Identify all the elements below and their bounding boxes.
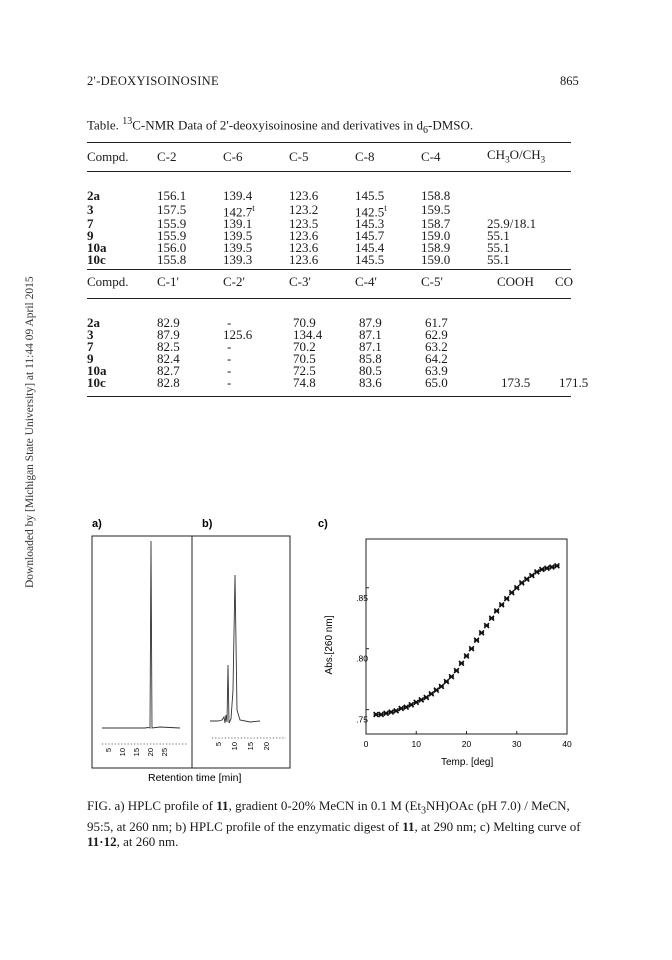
shift-value [501,317,559,329]
column-header: C-8 [355,149,375,165]
panel-b-label: b) [202,518,213,530]
shift-value: - [227,315,232,330]
retention-tick-label: 25 [160,748,169,757]
data-point [379,712,384,717]
page-number: 865 [560,74,579,88]
shift-value: 123.6 [289,240,319,256]
shift-value: 123.5 [289,216,319,232]
compound-id: 10c [87,252,106,268]
data-point [374,712,379,717]
shift-value: 142.5$^t$ [355,203,387,220]
data-point [514,585,519,590]
data-point [504,596,509,601]
data-point [449,674,454,679]
shift-value: 155.8 [157,252,187,268]
y-tick-label: .75 [356,714,368,725]
shift-value: 65.0 [425,375,448,390]
retention-tick-label: 10 [230,742,239,751]
data-point [469,646,474,651]
table1-row [87,190,571,202]
shift-value [501,353,559,365]
data-point [509,590,514,595]
y-tick-label: .85 [356,592,368,603]
shift-value: 83.6 [359,375,382,390]
retention-tick-label: 10 [118,748,127,757]
data-point [479,630,484,635]
data-point [464,654,469,659]
table-rule-mid [87,269,571,270]
shift-value: 25.9/18.1 [487,216,537,232]
data-point [499,602,504,607]
data-point [384,711,389,716]
shift-value: 155.9 [157,228,187,244]
shift-value: 145.5 [355,188,385,203]
retention-tick-label: 5 [104,748,113,753]
table1-header-row [87,147,571,168]
data-point [414,700,419,705]
shift-value: 123.6 [289,188,319,203]
plot-frame [366,539,567,734]
column-header: CO [555,274,574,289]
shift-value: 139.1 [223,216,253,232]
data-point [404,705,409,710]
table2-header-row [87,274,605,290]
retention-time-label: Retention time [min] [148,772,242,784]
shift-value: 82.8 [157,375,180,390]
hplc-a-ticks [104,748,169,756]
x-tick-label: 40 [562,739,572,749]
table-rule-top [87,142,571,143]
data-point [434,688,439,693]
table1-row [87,254,571,266]
shift-value [487,190,571,202]
shift-value [559,317,609,329]
shift-value: 70.5 [293,351,316,366]
x-tick-label: 30 [512,739,522,749]
shift-value: 142.7$^t$ [223,203,255,220]
shift-value: 139.5 [223,240,253,256]
shift-value [559,329,609,341]
data-point [439,684,444,689]
download-watermark: Downloaded by [Michigan State University] at 11:44 09 April 2015 [24,276,36,588]
shift-value: 156.0 [157,240,187,256]
data-point [539,567,544,572]
hplc-frame [92,536,290,768]
shift-value: 156.1 [157,188,187,203]
hplc-b-trace [210,575,260,723]
shift-value: - [227,363,232,378]
column-header: C-3' [289,274,311,289]
shift-value: 139.3 [223,252,253,268]
shift-value: 159.5 [421,202,451,218]
panel-c-label: c) [318,518,328,530]
shift-value: 61.7 [425,315,448,330]
data-point [399,706,404,711]
shift-value: 55.1 [487,228,510,244]
shift-value: 158.7 [421,216,451,232]
data-point [519,580,524,585]
shift-value: 64.2 [425,351,448,366]
shift-value: 139.5 [223,228,253,244]
shift-value: 62.9 [425,327,448,342]
melting-curve-chart [315,515,580,785]
shift-value: 125.6 [223,327,253,342]
shift-value [559,353,609,365]
column-header: $CH_3O/CH_3$ [487,147,546,165]
nmr-table-part2 [87,274,605,290]
retention-tick-label: 15 [246,742,255,751]
retention-tick-label: 5 [214,742,223,747]
x-axis-label: Temp. [deg] [441,757,494,768]
shift-value: 82.4 [157,351,180,366]
shift-value: 123.2 [289,202,319,218]
data-point [484,623,489,628]
shift-value: 80.5 [359,363,382,378]
retention-tick-label: 20 [146,748,155,757]
data-point [529,573,534,578]
column-header: C-4' [355,274,377,289]
panel-a-label: a) [92,518,102,530]
shift-value: 70.9 [293,315,316,330]
x-tick-label: 20 [461,739,472,749]
shift-value: 87.1 [359,327,382,342]
shift-value [501,329,559,341]
table-rule-header2 [87,298,571,299]
shift-value: 87.1 [359,339,382,354]
shift-value: 159.0 [421,252,451,268]
nmr-table-part1-body [87,190,571,266]
data-point [394,708,399,713]
data-point [534,570,539,575]
column-header: C-5 [289,149,309,165]
nmr-table-part1 [87,147,571,168]
column-header: C-4 [421,149,441,165]
shift-value: 157.5 [157,202,187,218]
table-rule-header1 [87,171,571,172]
shift-value: 55.1 [487,240,510,256]
shift-value: - [227,351,232,366]
data-point [429,691,434,696]
shift-value: 145.7 [355,228,385,244]
data-point [555,563,560,568]
data-point [489,616,494,621]
y-ticks [356,588,369,725]
shift-value: 173.5 [501,375,531,390]
column-header: C-6 [223,149,243,165]
shift-value: 63.9 [425,363,448,378]
data-points [374,563,560,716]
y-axis-label: Abs.[260 nm] [324,615,335,675]
compound-id: 9 [87,228,94,244]
running-title: 2'-DEOXYISOINOSINE [87,74,219,88]
compound-id: 2a [87,188,100,203]
compound-id: 10c [87,375,106,390]
shift-value: 70.2 [293,339,316,354]
hplc-b-ticks [214,742,271,750]
shift-value: 145.5 [355,252,385,268]
shift-value: 139.4 [223,188,253,203]
table-rule-bottom [87,396,571,397]
shift-value: - [227,375,232,390]
compound-id: 7 [87,216,94,232]
shift-value: 155.9 [157,216,187,232]
shift-value: - [227,339,232,354]
shift-value: 63.2 [425,339,448,354]
retention-tick-label: 15 [132,748,141,757]
hplc-figure [90,515,310,785]
shift-value: 123.6 [289,228,319,244]
data-point [550,565,555,570]
compound-id: 10a [87,363,107,378]
data-point [419,697,424,702]
shift-value: 72.5 [293,363,316,378]
shift-value: 159.0 [421,228,451,244]
data-point [545,566,550,571]
shift-value: 87.9 [359,315,382,330]
table-caption: Table. $^{13}$C-NMR Data of 2'-deoxyisoinosine and derivatives in $d_6$-DMSO. [87,116,474,136]
data-point [454,668,459,673]
shift-value [501,341,559,353]
data-point [474,638,479,643]
column-header: C-1' [157,274,179,289]
shift-value: 87.9 [157,327,180,342]
compound-id: 7 [87,339,94,354]
column-header: Compd. [87,149,129,165]
shift-value: 85.8 [359,351,382,366]
column-header: C-5' [421,274,443,289]
data-point [409,702,414,707]
shift-value: 74.8 [293,375,316,390]
x-tick-label: 10 [411,739,421,749]
shift-value: 171.5 [559,375,589,390]
column-header: C-2 [157,149,177,165]
y-tick-label: .80 [356,653,368,664]
column-header: COOH [497,274,534,289]
shift-value: 123.6 [289,252,319,268]
shift-value: 82.5 [157,339,180,354]
shift-value: 158.8 [421,188,451,203]
shift-value: 82.7 [157,363,180,378]
shift-value: 145.4 [355,240,385,256]
shift-value: 55.1 [487,252,510,268]
data-point [444,679,449,684]
compound-id: 9 [87,351,94,366]
retention-tick-label: 20 [262,742,271,751]
column-header: C-2' [223,274,245,289]
data-point [389,710,394,715]
data-point [459,661,464,666]
data-point [494,609,499,614]
table2-row [87,377,609,389]
compound-id: 3 [87,202,94,218]
shift-value [559,341,609,353]
column-header: Compd. [87,274,129,289]
shift-value: 134.4 [293,327,323,342]
shift-value: 82.9 [157,315,180,330]
data-point [524,577,529,582]
compound-id: 3 [87,327,94,342]
x-tick-label: 0 [363,739,369,749]
hplc-a-trace [102,541,180,728]
compound-id: 2a [87,315,100,330]
data-point [424,695,429,700]
figure-caption: FIG. a) HPLC profile of 11, gradient 0-20% MeCN in 0.1 M $(Et_3NH)OAc$ (pH 7.0) / MeCN, 95:5, at 260 nm; b) HPLC profile of the enzymatic digest of 11, at 290 nm; c) Melting curve of 11·12, at 260 nm. [87,798,581,849]
nmr-table-part2-body [87,317,609,389]
compound-id: 10a [87,240,107,256]
shift-value: 158.9 [421,240,451,256]
shift-value: 145.3 [355,216,385,232]
